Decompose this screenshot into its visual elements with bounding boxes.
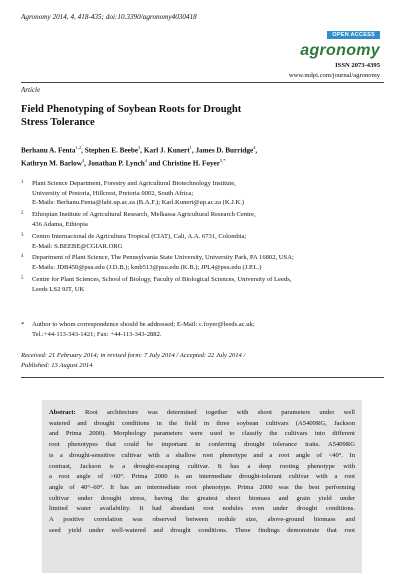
- author-list: [21, 143, 381, 169]
- author-affil-marker: 1: [189, 145, 192, 150]
- abstract-line: A positive correlation was observed between nodule size, above-ground biomass and: [49, 516, 355, 524]
- author-separator: ,: [255, 146, 258, 155]
- title-line: Stress Tolerance: [21, 117, 95, 128]
- abstract-line: a root angle of >60°. Prima 2000 is an intermediate drought-tolerant cultivar with a root: [49, 473, 355, 481]
- affiliation-item: [21, 275, 383, 294]
- affiliation-list: [21, 179, 383, 297]
- affiliation-number: 2: [21, 211, 24, 217]
- correspondence-star: *: [21, 321, 25, 328]
- affiliation-line: Centro Internacional de Agricultura Tropical (CIAT), Cali, A.A. 6731, Colombia;: [32, 232, 247, 240]
- author-affil-marker: 5,*: [219, 158, 226, 164]
- author-affil-marker: 4: [253, 145, 256, 150]
- affiliation-email-line[interactable]: E-Mail: S.BEEBE@CGIAR.ORG: [32, 242, 123, 250]
- journal-logo: agronomy: [300, 42, 380, 59]
- dates-line: Received: 21 February 2014; in revised form: 7 July 2014 / Accepted: 22 July 2014 /: [21, 352, 246, 359]
- author-name: and Christine H. Foyer: [147, 159, 220, 168]
- citation-line: [21, 13, 197, 21]
- abstract-line: contrast, Jackson is a drought-escaping cultivar. It has a deep rooting phenotype with: [49, 462, 355, 470]
- author-line: [21, 156, 381, 169]
- correspondence-email-line[interactable]: Author to whom correspondence should be addressed; E-Mail: c.foyer@leeds.ac.uk;: [32, 321, 255, 328]
- issn-label: ISSN 2073-4395: [335, 62, 380, 69]
- citation-journal: Agronomy: [21, 13, 51, 21]
- abstract-line: cultivar under drought stress, having the greatest shoot biomass and grain yield under: [49, 494, 355, 502]
- affiliation-item: [21, 232, 383, 251]
- abstract-line: angle of 40°–60°. It has an intermediate root phenotype. Prima 2000 was the best performing: [49, 483, 355, 491]
- author-name: , Stephen E. Beebe: [81, 146, 139, 155]
- affiliation-email-line[interactable]: E-Mails: JDB450@psu.edu (J.D.B.); kmb513@psu.edu (K.B.); JPL4@psu.edu (J.P.L.): [32, 264, 262, 272]
- affiliation-number: 3: [21, 232, 24, 238]
- affiliation-item: [21, 179, 383, 208]
- affiliation-line: Centre for Plant Sciences, School of Biology, Faculty of Biological Sciences, University of Leeds,: [32, 276, 292, 284]
- author-name: , Jonathan P. Lynch: [84, 159, 145, 168]
- author-name: Kathryn M. Barlow: [21, 159, 82, 168]
- author-affil-marker: 1,2: [75, 145, 82, 150]
- abstract-box: [42, 400, 362, 573]
- abstract-line: is a drought-sensitive cultivar with a shallow root phenotype and a root angle of <40°. In: [49, 451, 355, 459]
- abstract-label: Abstract:: [49, 409, 76, 416]
- article-title: [21, 103, 361, 129]
- abstract-line: root phenotypes that could be important in conferring drought tolerance traits. A5409RG: [49, 441, 355, 449]
- title-line: Field Phenotyping of Soybean Roots for Drought: [21, 104, 242, 115]
- author-name: , James D. Burridge: [191, 146, 254, 155]
- citation-details: 2014, 4, 418-435; doi:10.3390/agronomy4030418: [50, 13, 197, 21]
- affiliation-line: Plant Science Department, Forestry and Agricultural Biotechnology Institute,: [32, 180, 236, 187]
- affiliation-number: 5: [21, 276, 24, 282]
- affiliation-line: University of Pretoria, Hillcrest, Pretoria 0002, South Africa;: [32, 189, 194, 197]
- correspondence-note: [21, 320, 383, 340]
- correspondence-phone-line: Tel.:+44-113-343-1421; Fax: +44-113-343-2882.: [32, 331, 162, 338]
- abstract-line-text: Root architecture was determined together with shoot parameters under well: [75, 409, 355, 416]
- affiliation-line: Leeds LS2 9JT, UK: [32, 285, 85, 293]
- author-line: [21, 143, 381, 156]
- header-divider: [21, 82, 384, 83]
- dates-divider: [21, 377, 384, 378]
- affiliation-line: 436 Adama, Ethiopia: [32, 221, 88, 228]
- author-affil-marker: 4: [144, 158, 148, 164]
- affiliation-line: Ethiopian Institute of Agricultural Research, Melkassa Agricultural Research Centre,: [32, 211, 256, 219]
- abstract-line: watered and drought conditions in the field in three soybean cultivars (A5409RG, Jackson: [49, 419, 355, 427]
- publication-dates: [21, 351, 383, 371]
- affiliation-item: [21, 210, 383, 229]
- affiliation-number: 1: [21, 180, 24, 185]
- article-type: Article: [21, 86, 41, 94]
- affiliation-line: Department of Plant Science, The Pennsylvania State University, University Park, PA 16802, USA;: [32, 254, 294, 262]
- abstract-text: [49, 408, 355, 536]
- abstract-line: and Prima 2000). Morphology parameters were used to classify the cultivars into different: [49, 430, 355, 438]
- abstract-line: seed yield under well-watered and drought conditions. These findings demonstrate that root: [49, 526, 355, 534]
- affiliation-number: 4: [21, 254, 24, 260]
- author-affil-marker: 4: [81, 158, 85, 164]
- dates-line: Published: 13 August 2014: [21, 362, 93, 369]
- open-access-badge: OPEN ACCESS: [327, 31, 380, 39]
- journal-url-link[interactable]: www.mdpi.com/journal/agronomy: [288, 72, 380, 79]
- abstract-line: [49, 408, 355, 419]
- affiliation-email-line[interactable]: E-Mails: Berhanu.Fenta@fabi.up.ac.za (B.A.F.); Karl.Kunert@up.ac.za (K.J.K.): [32, 199, 245, 207]
- author-affil-marker: 3: [138, 145, 141, 150]
- author-name: , Karl J. Kunert: [140, 146, 190, 155]
- affiliation-item: [21, 253, 383, 272]
- abstract-line: limited water availability. It had abundant root nodules even under drought conditions.: [49, 505, 355, 513]
- author-name: Berhanu A. Fenta: [21, 146, 76, 155]
